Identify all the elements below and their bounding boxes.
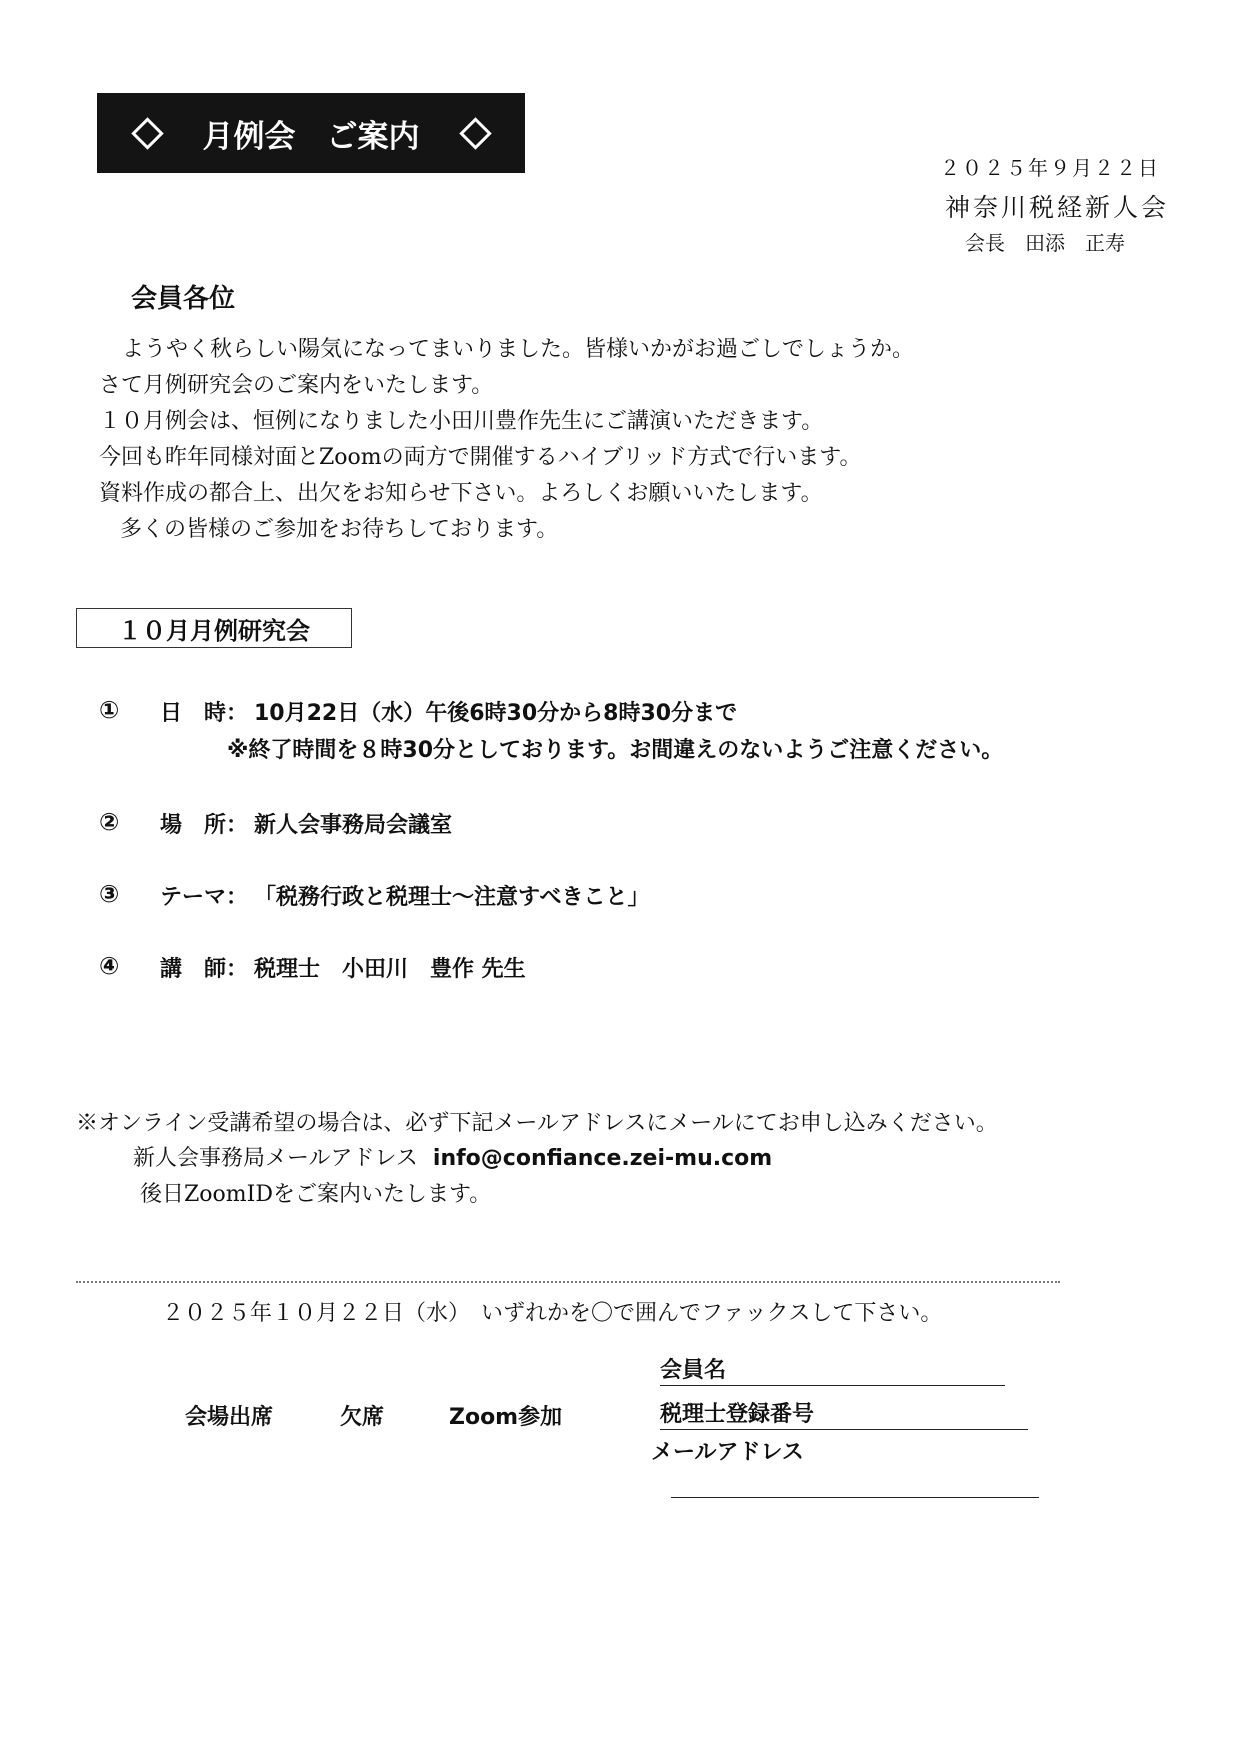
online-note: ※オンライン受講希望の場合は、必ず下記メールアドレスにメールにてお申し込みください。	[76, 1111, 998, 1136]
zoom-id-note: 後日ZoomIDをご案内いたします。	[140, 1182, 492, 1207]
item-label: 場 所：	[160, 813, 249, 838]
item-value: 新人会事務局会議室	[254, 813, 453, 838]
item-value: 10月22日（水）午後6時30分から8時30分まで	[254, 701, 738, 726]
body-line: 多くの皆様のご参加をお待ちしております。	[120, 517, 559, 542]
item-number: ②	[99, 808, 120, 836]
body-line: 資料作成の都合上、出欠をお知らせ下さい。よろしくお願いいたします。	[99, 481, 823, 506]
title-banner	[97, 93, 525, 173]
email-field[interactable]	[671, 1497, 1039, 1498]
member-name-field[interactable]	[660, 1385, 1005, 1386]
item-label: 日 時：	[160, 701, 249, 726]
tax-registration-field[interactable]	[660, 1429, 1028, 1430]
body-line: ようやく秋らしい陽気になってまいりました。皆様いかがお過ごしでしょうか。	[122, 337, 915, 362]
item-value: 税理士 小田川 豊作 先生	[254, 957, 526, 982]
item-number: ④	[99, 952, 120, 980]
item-label: 講 師：	[160, 957, 249, 982]
item-label: テーマ：	[160, 885, 249, 910]
diamond-icon	[459, 117, 492, 150]
event-item-datetime	[99, 696, 738, 726]
tax-registration-label: 税理士登録番号	[660, 1402, 815, 1427]
item-value: 「税務行政と税理士～注意すべきこと」	[254, 885, 650, 910]
page-title: 月例会 ご案内	[202, 118, 420, 155]
issue-date: ２０２５年９月２２日	[940, 156, 1160, 180]
email-field-label: メールアドレス	[651, 1440, 804, 1465]
option-absent[interactable]: 欠席	[340, 1405, 385, 1430]
body-line: 今回も昨年同様対面とZoomの両方で開催するハイブリッド方式で行います。	[99, 445, 862, 470]
body-line: さて月例研究会のご案内をいたします。	[99, 373, 494, 398]
organization-name: 神奈川税経新人会	[945, 193, 1170, 222]
section-title: １０月月例研究会	[76, 608, 352, 648]
member-name-label: 会員名	[660, 1358, 727, 1383]
item-number: ①	[99, 696, 120, 724]
option-zoom[interactable]: Zoom参加	[449, 1405, 563, 1430]
option-attend-venue[interactable]: 会場出席	[185, 1405, 274, 1430]
cut-line	[76, 1281, 1060, 1283]
diamond-icon	[131, 117, 164, 150]
salutation: 会員各位	[131, 284, 236, 314]
email-label: 新人会事務局メールアドレス	[133, 1146, 418, 1171]
event-item-lecturer	[99, 952, 526, 982]
president-name: 会長 田添 正寿	[965, 231, 1125, 255]
event-item-venue	[99, 808, 453, 838]
fax-instruction: ２０２５年１０月２２日（水） いずれかを〇で囲んでファックスして下さい。	[162, 1301, 943, 1326]
event-item-theme	[99, 880, 650, 910]
end-time-note: ※終了時間を８時30分としております。お間違えのないようご注意ください。	[227, 738, 1004, 763]
email-address[interactable]: info@confiance.zei-mu.com	[432, 1146, 773, 1171]
body-line: １０月例会は、恒例になりました小田川豊作先生にご講演いただきます。	[99, 409, 824, 434]
item-number: ③	[99, 880, 120, 908]
email-line	[133, 1141, 772, 1172]
